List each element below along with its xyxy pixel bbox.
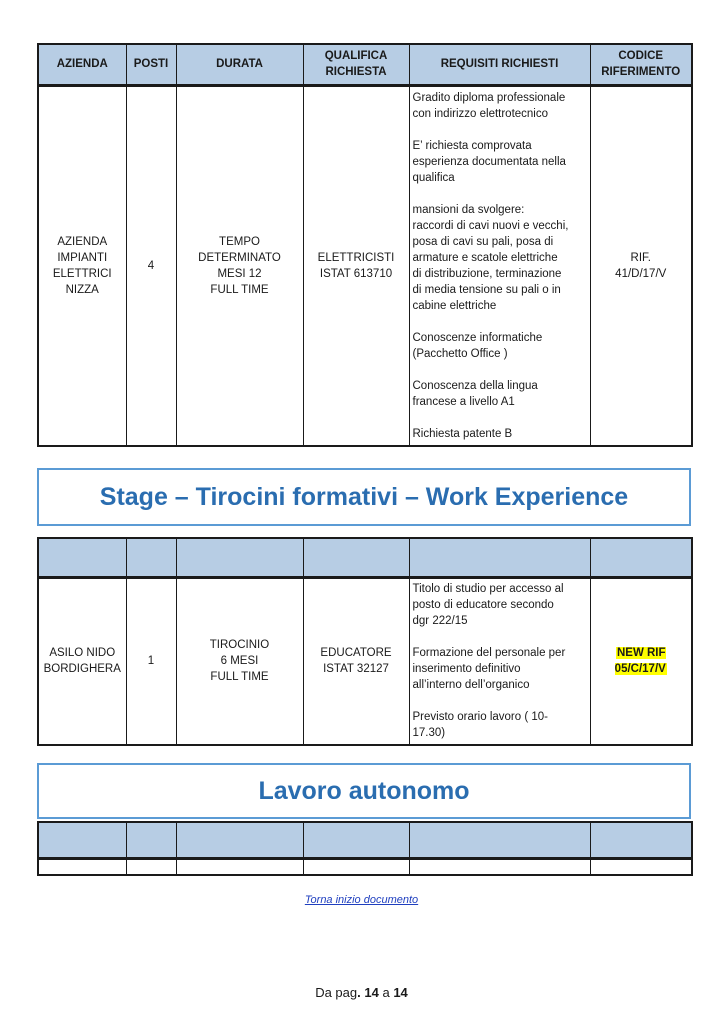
section-title-stage: Stage – Tirocini formativi – Work Experience (99, 483, 629, 511)
empty-cell (176, 858, 303, 875)
requisiti-cell (409, 577, 590, 745)
section-banner-stage (37, 468, 691, 526)
requisito-paragraph: Conoscenza della lingua francese a livello A1 (412, 379, 538, 408)
durata-cell: TIROCINIO 6 MESI FULL TIME (176, 577, 303, 745)
col-header-durata: DURATA (176, 44, 303, 85)
empty-header-cell (590, 822, 692, 858)
table-row (38, 858, 692, 875)
footer-from-page: 14 (364, 985, 379, 1000)
codice-cell: RIF. 41/D/17/V (590, 85, 692, 446)
section-title-autonomo: Lavoro autonomo (258, 777, 470, 805)
col-header-qualifica: QUALIFICA RICHIESTA (303, 44, 409, 85)
requisito-paragraph: Formazione del personale per inserimento definitivo all’interno dell’organico (412, 647, 566, 692)
col-header-requisiti: REQUISITI RICHIESTI (409, 44, 590, 85)
empty-cell (38, 858, 126, 875)
header-row (38, 44, 692, 85)
empty-header-cell (303, 538, 409, 577)
empty-cell (303, 858, 409, 875)
empty-header-cell (176, 538, 303, 577)
back-to-top-link[interactable]: Torna inizio documento (304, 894, 419, 906)
empty-cell (409, 858, 590, 875)
header-row (38, 538, 692, 577)
requisito-paragraph: Titolo di studio per accesso al posto di educatore secondo dgr 222/15 (412, 583, 564, 628)
col-header-posti: POSTI (126, 44, 176, 85)
footer-prefix: Da pag (315, 985, 358, 1000)
col-header-azienda: AZIENDA (38, 44, 126, 85)
requisito-paragraph: Richiesta patente B (412, 427, 513, 440)
qualifica-cell: EDUCATORE ISTAT 32127 (303, 577, 409, 745)
empty-header-cell (409, 822, 590, 858)
empty-header-cell (409, 538, 590, 577)
requisito-paragraph: Gradito diploma professionale con indirizzo elettrotecnico (412, 91, 566, 120)
azienda-cell: ASILO NIDO BORDIGHERA (38, 577, 126, 745)
empty-header-cell (126, 538, 176, 577)
table-row (38, 85, 692, 446)
requisito-paragraph: Conoscenze informatiche (Pacchetto Office ) (412, 331, 543, 360)
table-row (38, 577, 692, 745)
header-row (38, 822, 692, 858)
requisito-paragraph: mansioni da svolgere: raccordi di cavi nuovi e vecchi, posa di cavi su pali, posa di armature e scatole elettriche di distribuzione, terminazione di media tensione su pali o in cabine elettriche (412, 203, 569, 312)
posti-cell: 4 (126, 85, 176, 446)
job-table-2 (37, 537, 693, 746)
azienda-cell: AZIENDA IMPIANTI ELETTRICI NIZZA (38, 85, 126, 446)
requisiti-cell (409, 85, 590, 446)
empty-header-cell (303, 822, 409, 858)
empty-cell (126, 858, 176, 875)
col-header-codice: CODICE RIFERIMENTO (590, 44, 692, 85)
durata-cell: TEMPO DETERMINATO MESI 12 FULL TIME (176, 85, 303, 446)
highlighted-reference-code: NEW RIF 05/C/17/V (614, 647, 666, 676)
job-table-3 (37, 821, 693, 876)
footer-dot: . (357, 985, 361, 1000)
empty-header-cell (38, 822, 126, 858)
empty-header-cell (176, 822, 303, 858)
footer-mid: a (382, 985, 390, 1000)
empty-header-cell (38, 538, 126, 577)
requisito-paragraph: E’ richiesta comprovata esperienza documentata nella qualifica (412, 139, 566, 184)
empty-header-cell (126, 822, 176, 858)
requisito-paragraph: Previsto orario lavoro ( 10- 17.30) (412, 711, 548, 740)
qualifica-cell: ELETTRICISTI ISTAT 613710 (303, 85, 409, 446)
empty-header-cell (590, 538, 692, 577)
codice-cell (590, 577, 692, 745)
section-banner-autonomo (37, 763, 691, 819)
page-footer (0, 985, 723, 1000)
posti-cell: 1 (126, 577, 176, 745)
empty-cell (590, 858, 692, 875)
footer-to-page: 14 (393, 985, 408, 1000)
job-table-1 (37, 43, 693, 447)
